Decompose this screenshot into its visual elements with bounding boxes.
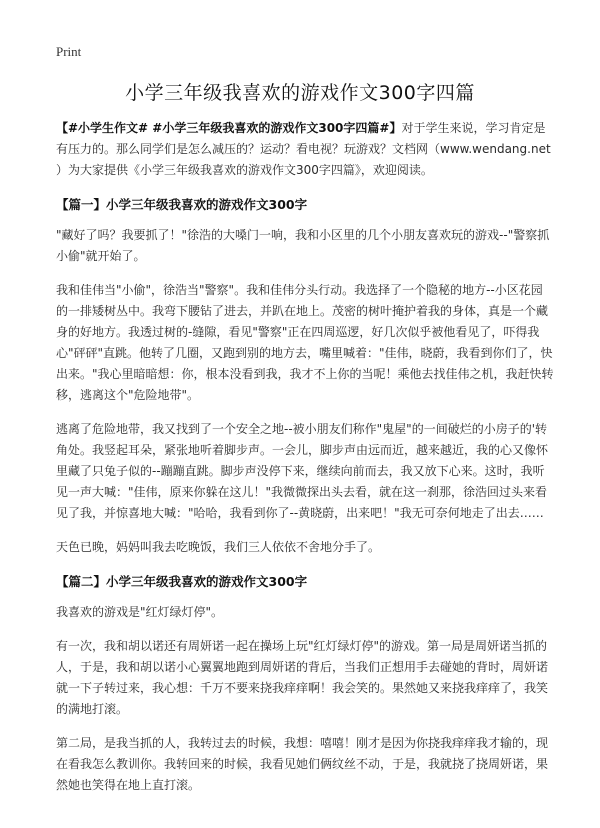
section-2-paragraph: 第二局，是我当抓的人，我转过去的时候，我想：嘻嘻！刚才是因为你挠我痒痒我才输的，现在看我怎么教训你。我转回来的时候，我看见她们俩纹丝不动，于是，我就挠了挠周妍诺，果然她也笑得在地上直打滚。 xyxy=(56,736,549,792)
intro-text: 对于学生来说，学习肯定是有压力的。那么同学们是怎么减压的？运动？看电视？玩游戏？文档网（www.wendang.net ）为大家提供《小学三年级我喜欢的游戏作文300字四篇》，欢迎阅读。 xyxy=(56,121,551,177)
section-2-paragraph: 我喜欢的游戏是"红灯绿灯停"。 xyxy=(56,605,224,619)
intro-paragraph xyxy=(56,118,554,181)
section-2-paragraph: 有一次，我和胡以诺还有周妍诺一起在操场上玩"红灯绿灯停"的游戏。第一局是周妍诺当抓的人，于是，我和胡以诺小心翼翼地跑到周妍诺的背后，当我们正想用手去碰她的背时，周妍诺就一下子转过来，我心想：千万不要来挠我痒痒啊！我会笑的。果然她又来挠我痒痒了，我笑的满地打滚。 xyxy=(56,639,549,716)
article-body xyxy=(56,118,554,809)
section-heading-1: 【篇一】小学三年级我喜欢的游戏作文300字 xyxy=(56,197,308,212)
intro-tag: 【#小学生作文# #小学三年级我喜欢的游戏作文300字四篇#】 xyxy=(56,121,402,135)
print-link[interactable]: Print xyxy=(56,44,82,59)
section-1-paragraph: 我和佳伟当"小偷"，徐浩当"警察"。我和佳伟分头行动。我选择了一个隐秘的地方--小区花园的一排矮树丛中。我弯下腰钻了进去，并趴在地上。茂密的树叶掩护着我的身体，真是一个藏身的好地方。我透过树的-缝隙，看见"警察"正在四周巡逻，好几次似乎被他看见了，吓得我心"砰砰"直跳。他转了几圈，又跑到别的地方去，嘴里喊着："佳伟，晓蔚，我看到你们了，快出来。"我心里暗暗想：你，根本没看到我，我才不上你的当呢！乘他去找佳伟之机，我赶快转移，逃离这个"危险地带"。 xyxy=(56,283,554,402)
section-1-paragraph: 天色已晚，妈妈叫我去吃晚饭，我们三人依依不舍地分手了。 xyxy=(56,540,381,554)
page-title: 小学三年级我喜欢的游戏作文300字四篇 xyxy=(125,82,475,104)
section-1-paragraph: 逃离了危险地带，我又找到了一个安全之地--被小朋友们称作"鬼屋"的一间破烂的小房子的'转角处。我竖起耳朵，紧张地听着脚步声。一会儿，脚步声由远而近，越来越近，我的心又像怀里藏了只兔子似的--蹦蹦直跳。脚步声没停下来，继续向前而去，我又放下心来。这时，我听见一声大喊："佳伟，原来你躲在这儿！"我微微探出头去看，就在这一刹那，徐浩回过头来看见了我，并惊喜地大喊："哈哈，我看到你了--黄晓蔚，出来吧！"我无可奈何地走了出去…… xyxy=(56,422,549,520)
section-1-paragraph: "藏好了吗？我要抓了！"徐浩的大嗓门一响，我和小区里的几个小朋友喜欢玩的游戏--"警察抓小偷"就开始了。 xyxy=(56,228,550,263)
section-heading-2: 【篇二】小学三年级我喜欢的游戏作文300字 xyxy=(56,574,308,589)
